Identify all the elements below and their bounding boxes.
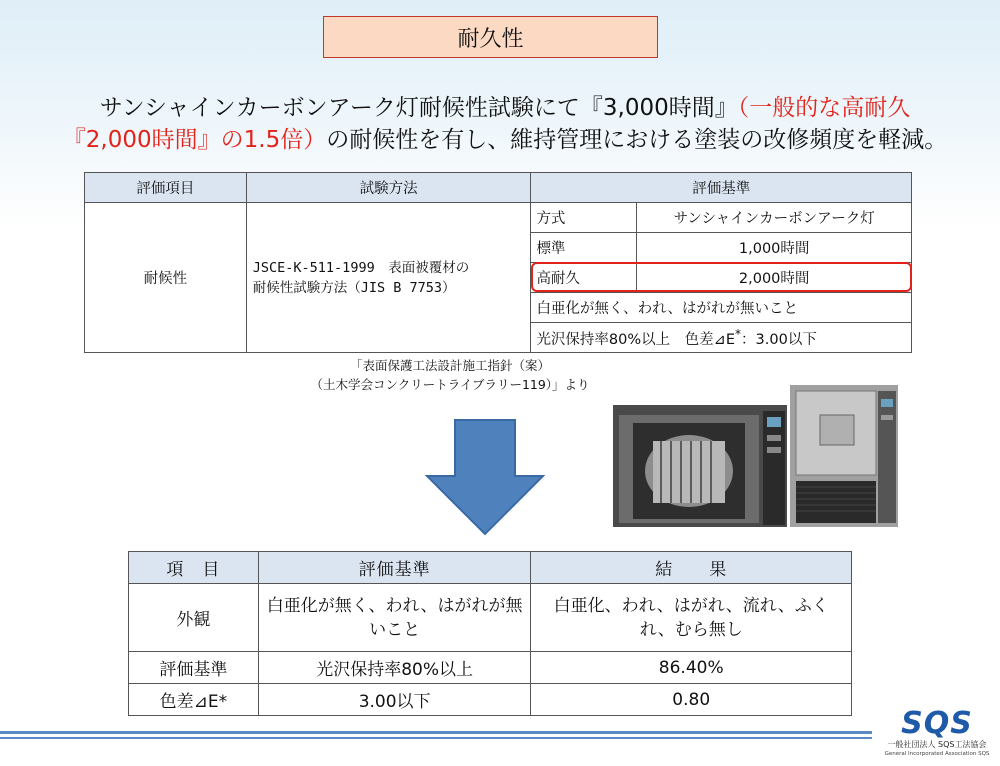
row-label-standard: 標準 [531, 233, 637, 263]
header-criteria: 評価基準 [258, 552, 531, 584]
criteria-gloss-color [531, 323, 912, 353]
source-line1: 「表面保護工法設計施工指針（案） [349, 358, 550, 373]
header-item: 項 目 [129, 552, 259, 584]
headline-part2: （一般的な高耐久 [737, 95, 911, 121]
item-gloss: 評価基準 [129, 652, 259, 684]
row-value-standard: 1,000時間 [637, 233, 912, 263]
weathering-chamber-photo-exterior [790, 385, 898, 527]
logo-mark: SQS [901, 706, 973, 741]
footer-divider-top [0, 731, 872, 734]
headline-part1: サンシャインカーボンアーク灯耐候性試験にて『3,000時間』 [99, 95, 738, 121]
source-citation [200, 356, 700, 394]
criteria-gloss-text: 光沢保持率80%以上 色差⊿E [536, 331, 735, 348]
test-method-cell [246, 203, 531, 353]
criteria-appearance-cell: 白亜化が無く、われ、はがれが無いこと [258, 584, 531, 652]
headline-part4: の耐候性を有し、維持管理における塗装の改修頻度を軽減。 [326, 127, 948, 153]
method-line1: JSCE-K-511-1999 表面被覆材の [252, 259, 470, 276]
row-value-method: サンシャインカーボンアーク灯 [637, 203, 912, 233]
result-gloss-cell: 86.40% [531, 652, 852, 684]
high-durability-highlight [531, 262, 912, 292]
header-result: 結 果 [531, 552, 852, 584]
table-header-row [85, 173, 912, 203]
row-label-high-durability: 高耐久 [531, 263, 637, 293]
table-row [129, 584, 852, 652]
criteria-asterisk: * [734, 326, 742, 341]
criteria-color-diff: ：3.00以下 [741, 331, 817, 348]
headline-part3: 『2,000時間』の1.5倍） [62, 127, 327, 153]
slide-title: 耐久性 [323, 16, 658, 58]
row-value-high-durability: 2,000時間 [637, 263, 912, 293]
item-color-diff: 色差⊿E* [129, 684, 259, 716]
header-test-method: 試験方法 [246, 173, 531, 203]
headline [40, 92, 970, 156]
criteria-color-diff-cell: 3.00以下 [258, 684, 531, 716]
source-line2: （土木学会コンクリートライブラリー119）」より [310, 377, 590, 392]
table-row [129, 652, 852, 684]
result-color-diff-cell: 0.80 [531, 684, 852, 716]
result-appearance-cell: 白亜化、われ、はがれ、流れ、ふくれ、むら無し [531, 584, 852, 652]
table-header-row [129, 552, 852, 584]
criteria-gloss-cell: 光沢保持率80%以上 [258, 652, 531, 684]
eval-item-cell: 耐候性 [85, 203, 247, 353]
footer-divider-bottom [0, 737, 872, 739]
method-line2: 耐候性試験方法（JIS B 7753） [252, 279, 456, 296]
sqs-logo [878, 708, 996, 764]
logo-japanese-name: 一般社団法人 SQS工法協会 [887, 740, 987, 749]
item-appearance: 外観 [129, 584, 259, 652]
table-row [85, 203, 912, 233]
logo-english-name: General Incorporated Association SQS [884, 751, 990, 757]
result-table [128, 551, 852, 716]
table-row [129, 684, 852, 716]
header-eval-item: 評価項目 [85, 173, 247, 203]
row-label-method: 方式 [531, 203, 637, 233]
down-arrow-icon [425, 418, 545, 536]
header-eval-criteria: 評価基準 [531, 173, 912, 203]
criteria-appearance: 白亜化が無く、われ、はがれが無いこと [531, 293, 912, 323]
weathering-chamber-photo-interior [613, 405, 787, 527]
